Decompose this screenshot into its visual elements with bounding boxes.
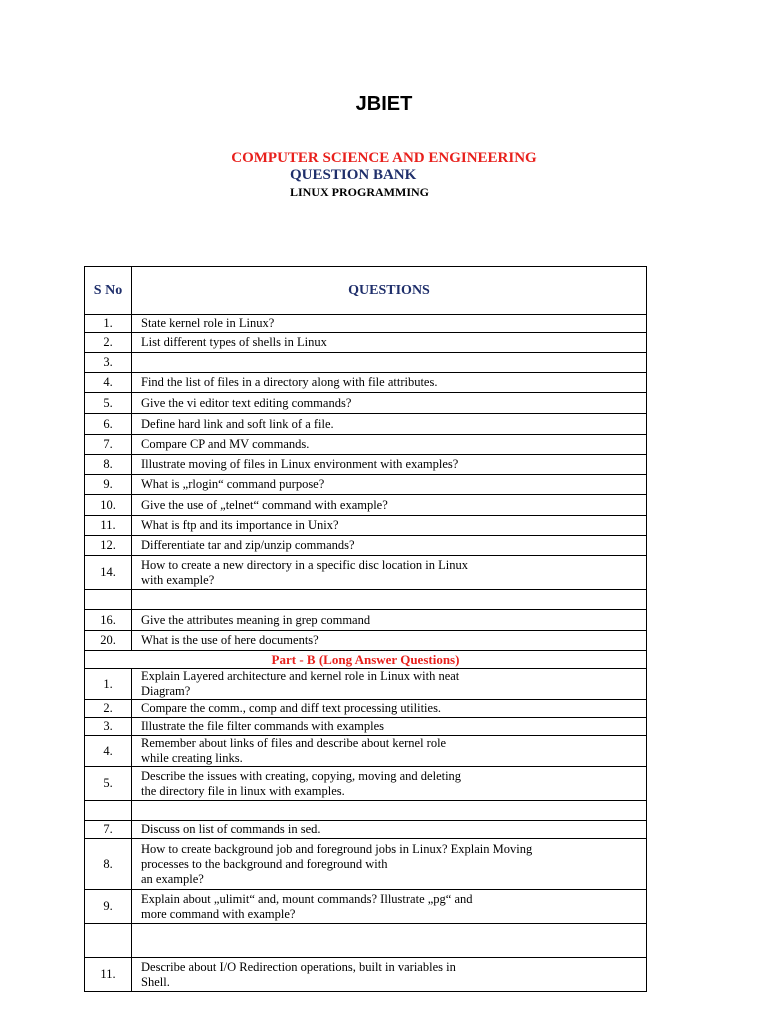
question-number: 5. (85, 767, 132, 801)
question-number: 11. (85, 516, 132, 536)
question-number (85, 590, 132, 610)
question-number: 1. (85, 315, 132, 333)
question-number: 2. (85, 333, 132, 353)
question-number: 7. (85, 435, 132, 455)
department-title: COMPUTER SCIENCE AND ENGINEERING (231, 150, 537, 166)
question-text: Explain about „ulimit“ and, mount commands? Illustrate „pg“ and more command with example? (132, 890, 647, 924)
question-text: How to create a new directory in a specific disc location in Linux with example? (132, 556, 647, 590)
question-number: 2. (85, 700, 132, 718)
table-header-row (85, 267, 647, 315)
doc-type-title: QUESTION BANK (290, 167, 417, 183)
table-row (85, 495, 647, 516)
question-number (85, 801, 132, 821)
table-row (85, 455, 647, 475)
question-text: Give the attributes meaning in grep command (132, 610, 647, 631)
table-row (85, 333, 647, 353)
question-number: 3. (85, 353, 132, 373)
table-row (85, 393, 647, 414)
question-number: 5. (85, 393, 132, 414)
question-text: Compare CP and MV commands. (132, 435, 647, 455)
table-row (85, 315, 647, 333)
question-number: 11. (85, 958, 132, 992)
table-row (85, 801, 647, 821)
question-number: 14. (85, 556, 132, 590)
question-number: 10. (85, 495, 132, 516)
question-number: 20. (85, 631, 132, 651)
table-row (85, 435, 647, 455)
table-row (85, 700, 647, 718)
question-text: What is the use of here documents? (132, 631, 647, 651)
question-text: Remember about links of files and describe about kernel role while creating links. (132, 736, 647, 767)
question-text: Compare the comm., comp and diff text processing utilities. (132, 700, 647, 718)
table-row (85, 958, 647, 992)
question-number (85, 924, 132, 958)
question-text: Define hard link and soft link of a file. (132, 414, 647, 435)
question-text: What is „rlogin“ command purpose? (132, 475, 647, 495)
table-row (85, 414, 647, 435)
question-text: What is ftp and its importance in Unix? (132, 516, 647, 536)
question-text: Give the use of „telnet“ command with example? (132, 495, 647, 516)
college-title: JBIET (355, 93, 413, 115)
part-b-title: Part - B (Long Answer Questions) (85, 651, 647, 669)
question-text: Describe the issues with creating, copying, moving and deleting the directory file in linux with examples. (132, 767, 647, 801)
question-number: 3. (85, 718, 132, 736)
table-row (85, 839, 647, 890)
table-row (85, 556, 647, 590)
question-table (84, 266, 647, 992)
part-b-header-row (85, 651, 647, 669)
question-number: 4. (85, 736, 132, 767)
question-text: Explain Layered architecture and kernel role in Linux with neat Diagram? (132, 669, 647, 700)
table-row (85, 669, 647, 700)
question-number: 8. (85, 839, 132, 890)
table-row (85, 373, 647, 393)
question-text: Give the vi editor text editing commands? (132, 393, 647, 414)
subject-title: LINUX PROGRAMMING (290, 185, 429, 199)
table-row (85, 610, 647, 631)
question-text: Differentiate tar and zip/unzip commands? (132, 536, 647, 556)
question-text: Find the list of files in a directory along with file attributes. (132, 373, 647, 393)
table-row (85, 631, 647, 651)
question-text: Illustrate the file filter commands with examples (132, 718, 647, 736)
question-number: 1. (85, 669, 132, 700)
table-row (85, 516, 647, 536)
table-row (85, 736, 647, 767)
question-text: How to create background job and foreground jobs in Linux? Explain Moving processes to the background and foreground with an example? (132, 839, 647, 890)
table-row (85, 475, 647, 495)
question-text: Illustrate moving of files in Linux environment with examples? (132, 455, 647, 475)
question-number: 12. (85, 536, 132, 556)
sno-header: S No (85, 267, 132, 315)
question-number: 4. (85, 373, 132, 393)
question-text: Discuss on list of commands in sed. (132, 821, 647, 839)
table-row (85, 590, 647, 610)
questions-header: QUESTIONS (132, 267, 647, 315)
table-row (85, 890, 647, 924)
question-number: 7. (85, 821, 132, 839)
question-text: State kernel role in Linux? (132, 315, 647, 333)
question-text (132, 924, 647, 958)
question-number: 9. (85, 890, 132, 924)
table-row (85, 718, 647, 736)
question-text (132, 590, 647, 610)
table-row (85, 821, 647, 839)
question-text: List different types of shells in Linux (132, 333, 647, 353)
table-row (85, 536, 647, 556)
question-number: 16. (85, 610, 132, 631)
question-number: 9. (85, 475, 132, 495)
question-text (132, 353, 647, 373)
question-number: 8. (85, 455, 132, 475)
question-text (132, 801, 647, 821)
table-row (85, 924, 647, 958)
question-number: 6. (85, 414, 132, 435)
table-row (85, 767, 647, 801)
table-row (85, 353, 647, 373)
question-text: Describe about I/O Redirection operations, built in variables in Shell. (132, 958, 647, 992)
